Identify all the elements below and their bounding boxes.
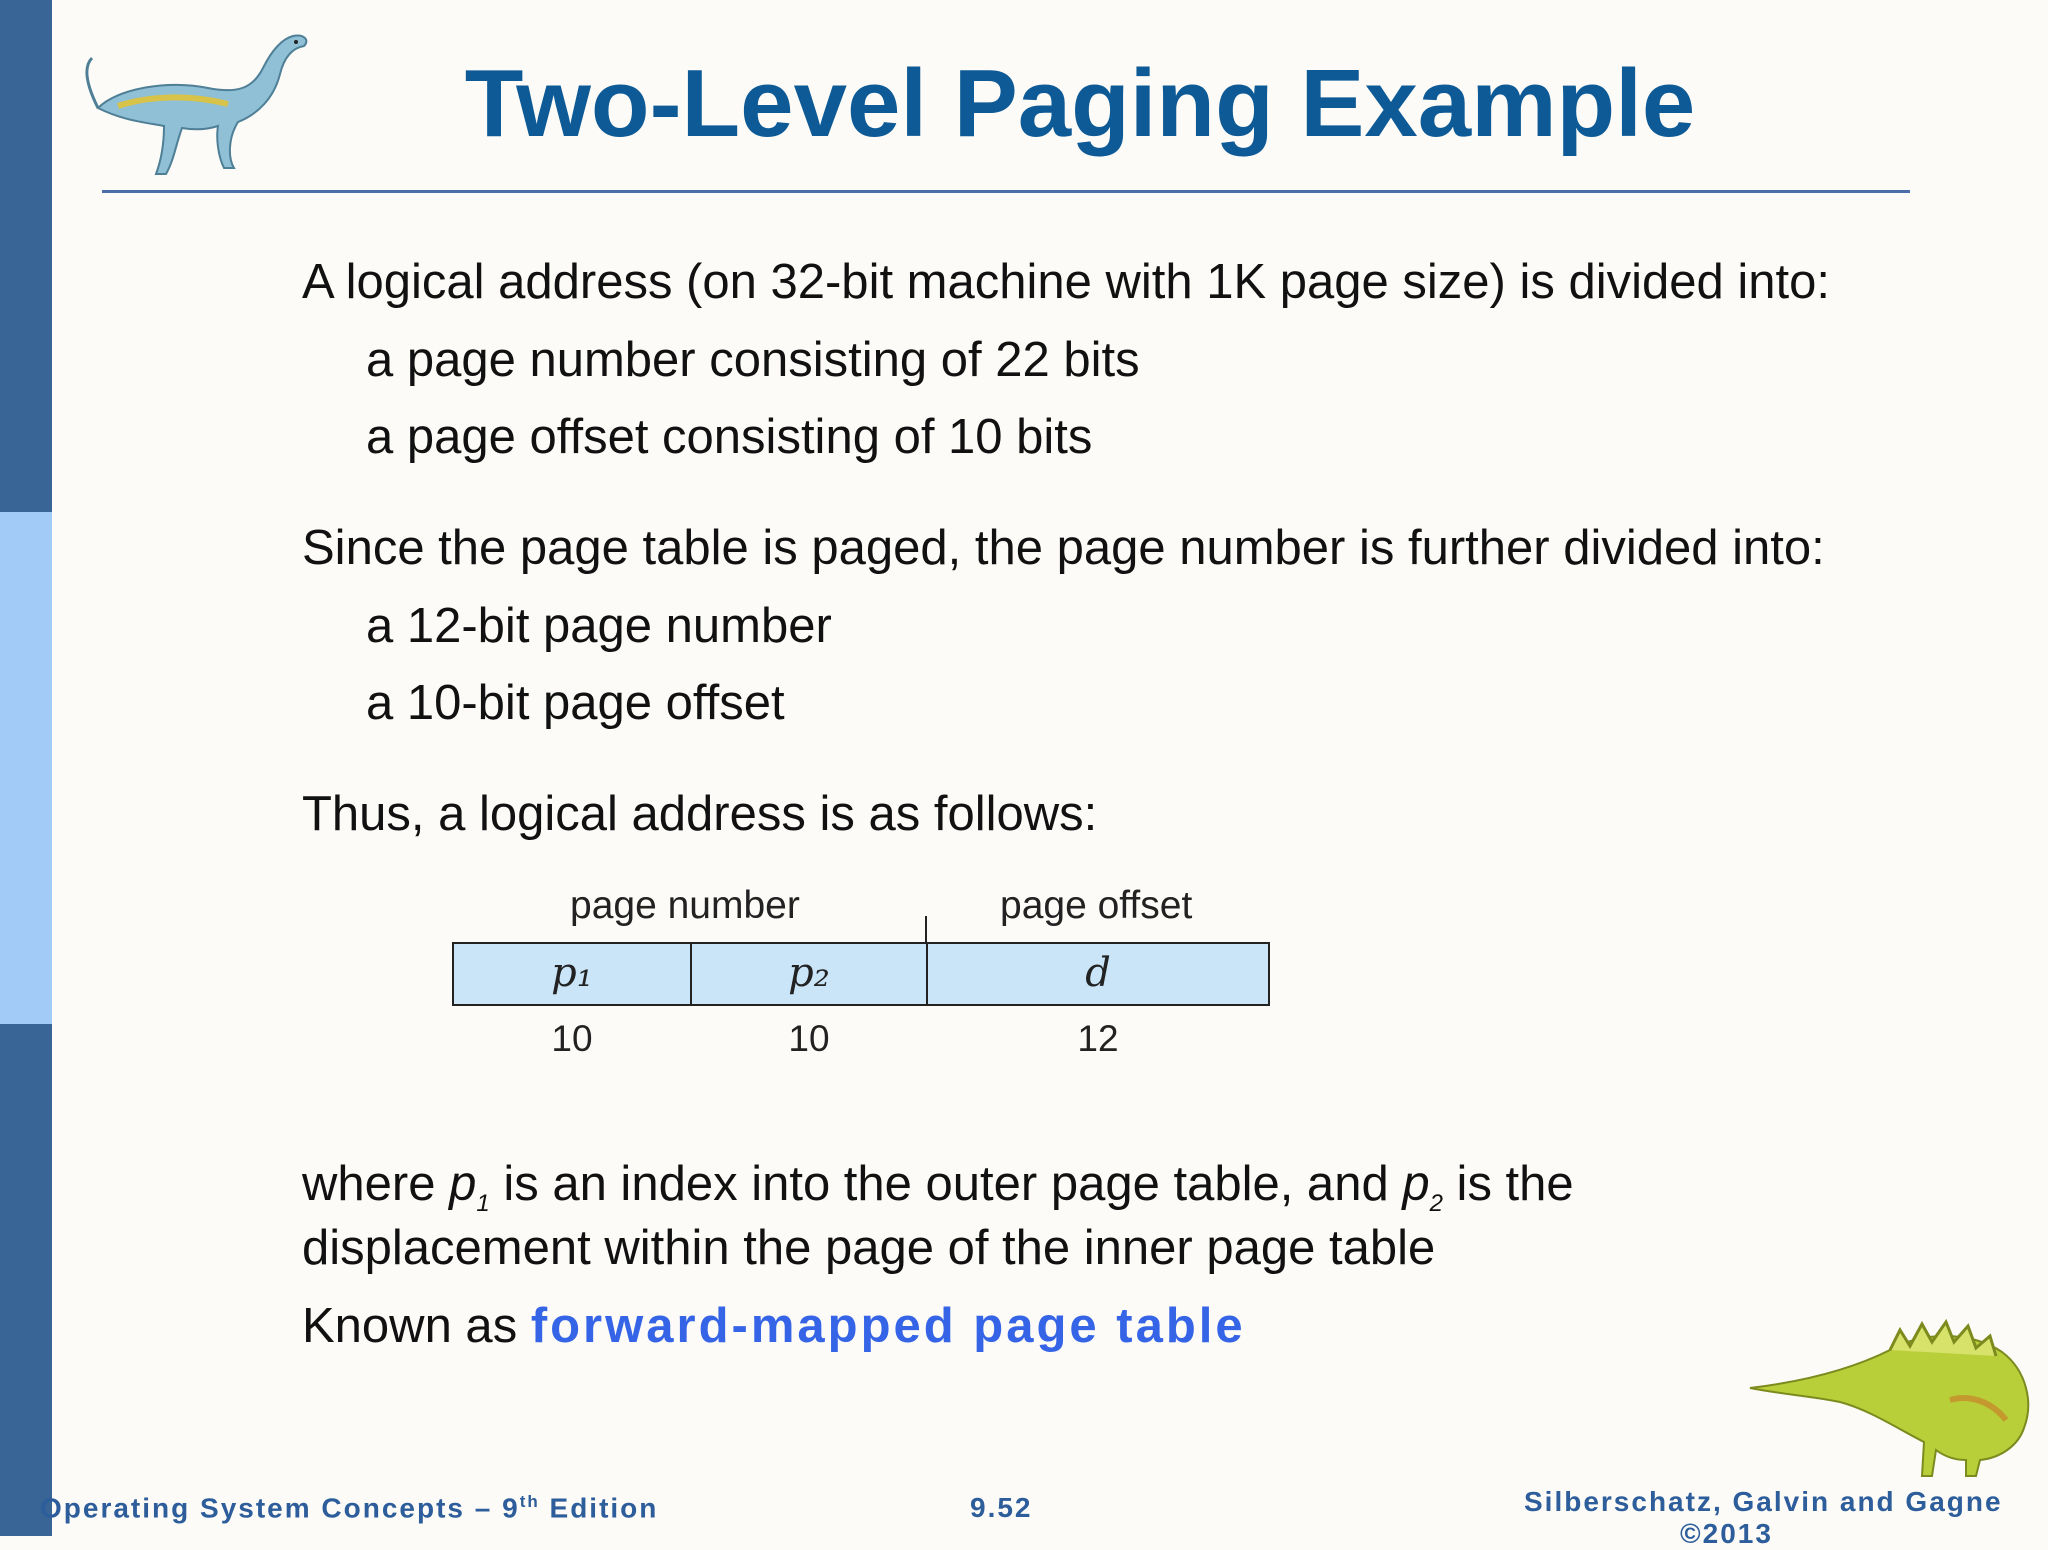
slide-title: Two-Level Paging Example	[464, 50, 1696, 157]
sidebar-stripe-middle	[0, 512, 52, 1024]
footer-edition-superscript: th	[519, 1492, 540, 1511]
field-d-symbol: d	[1085, 950, 1111, 996]
p2-term: p	[1402, 1157, 1430, 1211]
footer-book-title-text: Operating System Concepts – 9	[40, 1492, 520, 1524]
footer-edition-text: Edition	[539, 1492, 659, 1524]
footer-slide-number: 9.52	[970, 1492, 1033, 1523]
dinosaur-logo-icon	[78, 18, 318, 188]
p1-subscript: 1	[476, 1189, 490, 1217]
intro-text: A logical address (on 32-bit machine with 1K page size) is divided into:	[302, 255, 1830, 309]
known-as-line	[302, 1296, 1246, 1356]
label-divider-tick	[925, 916, 927, 942]
known-as-prefix: Known as	[302, 1299, 531, 1353]
where-prefix: where	[302, 1157, 450, 1211]
paged-item-page-offset: a 10-bit page offset	[366, 676, 785, 730]
intro-item-page-offset: a page offset consisting of 10 bits	[366, 410, 1093, 464]
field-p2-symbol: p₂	[788, 950, 830, 996]
p1-term: p	[449, 1157, 477, 1211]
page-number-label: page number	[570, 884, 800, 927]
paged-item-page-number: a 12-bit page number	[366, 599, 832, 653]
logical-address-diagram	[440, 870, 1300, 1070]
footer-book-title	[40, 1492, 658, 1524]
field-p2-bits: 10	[788, 1018, 830, 1059]
title-divider	[102, 190, 1910, 193]
footer-copyright: ©2013	[1680, 1518, 1773, 1549]
where-middle: is an index into the outer page table, and	[489, 1157, 1403, 1211]
field-p1-symbol: p₁	[551, 950, 593, 996]
field-d-bits: 12	[1077, 1018, 1119, 1059]
sidebar-stripe-top	[0, 0, 52, 512]
p2-subscript: 2	[1429, 1189, 1443, 1217]
where-line-2: displacement within the page of the inner page table	[302, 1221, 1436, 1275]
forward-mapped-term: forward-mapped page table	[530, 1299, 1246, 1353]
where-suffix: is the	[1442, 1157, 1574, 1211]
dinosaur-footer-icon	[1740, 1310, 2040, 1480]
footer-authors: Silberschatz, Galvin and Gagne	[1524, 1486, 2003, 1517]
thus-text: Thus, a logical address is as follows:	[302, 787, 1098, 841]
sidebar-stripe-bottom	[0, 1024, 52, 1536]
paged-text: Since the page table is paged, the page number is further divided into:	[302, 521, 1825, 575]
field-p1-bits: 10	[551, 1018, 593, 1059]
intro-item-page-number: a page number consisting of 22 bits	[366, 333, 1140, 387]
page-offset-label: page offset	[1000, 884, 1193, 927]
